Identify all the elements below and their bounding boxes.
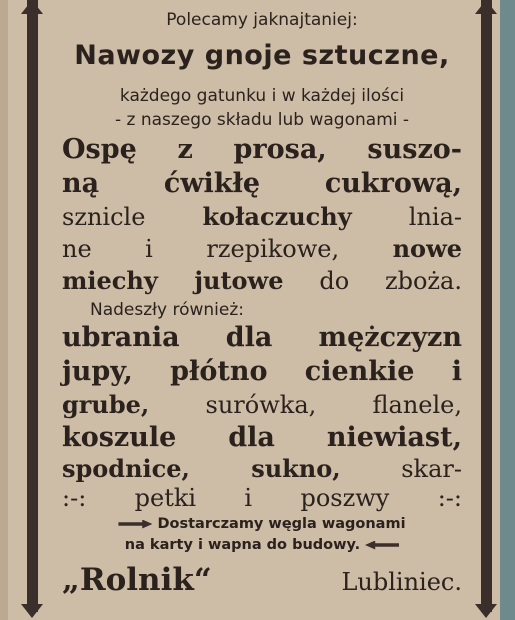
town-name: Lubliniec.	[341, 568, 462, 596]
word-sznicle: sznicle	[62, 203, 146, 231]
word-do-zboza: do zboża.	[319, 267, 462, 295]
ornament-right: :-:	[437, 484, 462, 512]
company-name: „Rolnik“	[62, 562, 212, 598]
line-oilcake	[62, 202, 462, 231]
arrow-up-left-icon	[21, 0, 43, 14]
notice-lime-text: na karty i wapna do budowy.	[124, 537, 361, 553]
word-rzepikowe: ne i rzepikowe,	[62, 235, 340, 263]
word-lniane: lnia-	[408, 203, 462, 231]
word-surowka: surówka, flanele,	[205, 391, 462, 419]
arrow-down-right-icon	[475, 604, 497, 618]
line-mens-clothing: ubrania dla mężczyzn	[62, 322, 462, 353]
line-fabrics	[62, 390, 462, 419]
ornament-left: :-:	[62, 484, 87, 512]
line-womens-shirts: koszule dla niewiast,	[62, 422, 462, 453]
line-jackets-linen: jupy, płótno cienkie i	[62, 356, 462, 387]
line-socks	[62, 484, 462, 512]
word-skar: skar-	[401, 455, 462, 483]
arrow-up-right-icon	[475, 0, 497, 14]
line-sugar-beet: ną ćwikłę cukrową,	[62, 168, 462, 199]
line-from-warehouse: - z naszego składu lub wagonami -	[114, 110, 410, 130]
word-petki-poszwy: petki i poszwy	[134, 484, 390, 512]
pointing-hand-left-icon	[365, 541, 399, 550]
line-rapeseed	[62, 234, 462, 263]
notice-lime	[62, 537, 462, 553]
pointing-hand-right-icon	[118, 520, 152, 529]
word-grube: grube,	[62, 390, 150, 419]
arrow-down-left-icon	[21, 604, 43, 618]
signature-line	[62, 562, 462, 598]
subhead-arrived: Nadeszły również:	[90, 300, 244, 320]
word-kolaczuchy: kołaczuchy	[202, 202, 352, 231]
word-nowe: nowe	[392, 234, 462, 263]
line-every-kind: każdego gatunku i w każdej ilości	[119, 86, 405, 106]
notice-coal-text: Dostarczamy węgla wagonami	[157, 516, 406, 532]
page-margin-left	[0, 0, 8, 620]
line-skirts	[62, 454, 462, 483]
page-margin-right	[500, 0, 515, 620]
headline: Nawozy gnoje sztuczne,	[74, 40, 450, 71]
line-jute-sacks	[62, 266, 462, 295]
left-border-rule	[27, 0, 38, 612]
word-spodnice-sukno: spodnice, sukno,	[62, 454, 341, 483]
intro-line: Polecamy jaknajtaniej:	[166, 10, 358, 30]
line-millet-hulls: Ospę z prosa, suszo-	[62, 134, 462, 165]
word-miechy-jutowe: miechy jutowe	[62, 266, 284, 295]
notice-coal	[62, 516, 462, 532]
